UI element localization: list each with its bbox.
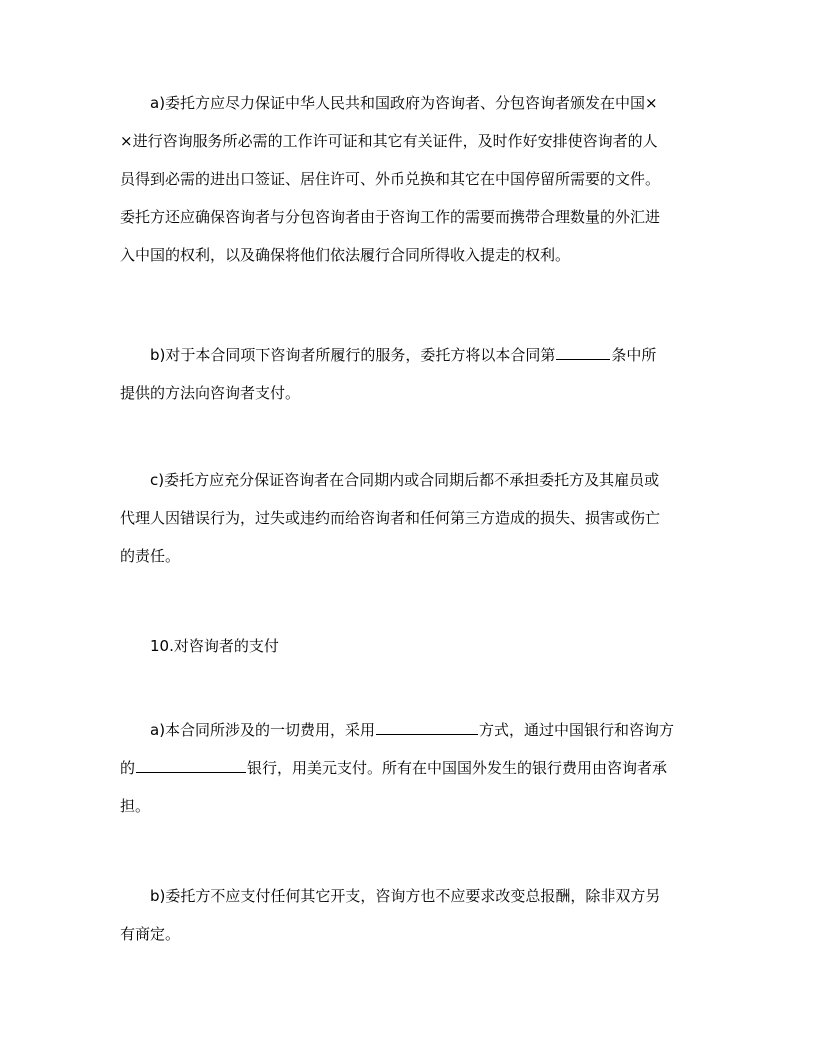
clause-a-line-1: a)委托方应尽力保证中华人民共和国政府为咨询者、分包咨询者颁发在中国× xyxy=(150,94,658,112)
payment-method-blank xyxy=(376,718,478,735)
section-10-heading-block xyxy=(120,627,700,665)
clause-c-line-2: 代理人因错误行为，过失或违约而给咨询者和任何第三方造成的损失、损害或伤亡 xyxy=(120,509,661,527)
payment-clause-b-line-1: b)委托方不应支付任何其它开支，咨询方也不应要求改变总报酬，除非双方另 xyxy=(150,887,661,905)
payment-a-text-after-blank: 方式，通过中国银行和咨询方 xyxy=(479,721,675,739)
payment-a-text-before-blank: a)本合同所涉及的一切费用，采用 xyxy=(150,721,376,739)
payment-clause-b-paragraph xyxy=(120,877,700,953)
clause-a-paragraph xyxy=(120,84,700,274)
payment-clause-a-line-3: 担。 xyxy=(120,797,151,815)
clause-b-text-after-blank: 条中所 xyxy=(611,346,657,364)
clause-c-line-3: 的责任。 xyxy=(120,547,181,565)
clause-a-line-5: 入中国的权利，以及确保将他们依法履行合同所得收入提走的权利。 xyxy=(120,246,571,264)
clause-b-line-1 xyxy=(120,336,700,374)
payment-clause-a-line-2 xyxy=(120,749,700,787)
payment-a-text-after-bank-blank: 银行，用美元支付。所有在中国国外发生的银行费用由咨询者承 xyxy=(247,759,668,777)
clause-a-line-2: ×进行咨询服务所必需的工作许可证和其它有关证件，及时作好安排使咨询者的人 xyxy=(120,132,658,150)
clause-a-line-4: 委托方还应确保咨询者与分包咨询者由于咨询工作的需要而携带合理数量的外汇进 xyxy=(120,208,661,226)
clause-c-paragraph xyxy=(120,461,700,575)
payment-a-text-before-bank-blank: 的 xyxy=(120,759,136,777)
clause-b-paragraph xyxy=(120,336,700,412)
bank-name-blank xyxy=(136,756,246,773)
payment-clause-a-line-1 xyxy=(120,711,700,749)
clause-c-line-1: c)委托方应充分保证咨询者在合同期内或合同期后都不承担委托方及其雇员或 xyxy=(150,471,660,489)
section-heading: 10.对咨询者的支付 xyxy=(150,637,279,655)
clause-b-text-before-blank: b)对于本合同项下咨询者所履行的服务，委托方将以本合同第 xyxy=(150,346,556,364)
clause-b-line-2: 提供的方法向咨询者支付。 xyxy=(120,384,301,402)
payment-clause-b-line-2: 有商定。 xyxy=(120,925,181,943)
clause-number-blank xyxy=(556,343,610,360)
clause-a-line-3: 员得到必需的进出口签证、居住许可、外币兑换和其它在中国停留所需要的文件。 xyxy=(120,170,661,188)
payment-clause-a-paragraph xyxy=(120,711,700,825)
